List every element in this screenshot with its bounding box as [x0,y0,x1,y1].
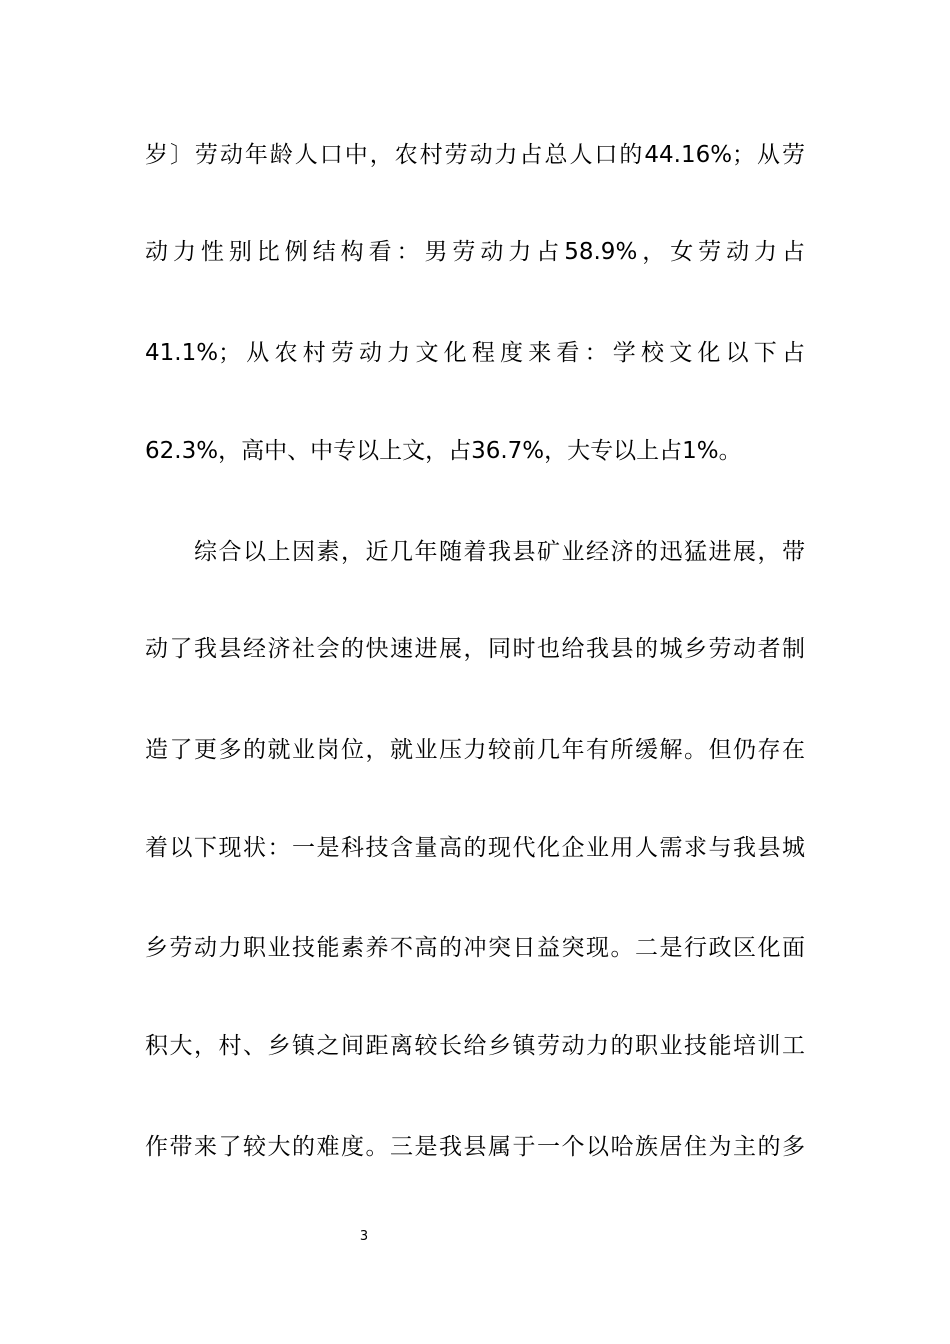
text-line: 综合以上因素，近几年随着我县矿业经济的迅猛进展，带 [194,539,805,565]
text-line: 动了我县经济社会的快速进展，同时也给我县的城乡劳动者制 [145,636,805,662]
text-line: 动力性别比例结构看：男劳动力占58.9%，女劳动力占 [145,239,805,265]
text-line: 41.1%；从农村劳动力文化程度来看：学校文化以下占 [145,340,805,366]
text-line: 乡劳动力职业技能素养不高的冲突日益突现。二是行政区化面 [145,935,805,961]
text-line: 作带来了较大的难度。三是我县属于一个以哈族居住为主的多 [145,1134,805,1160]
text-line: 造了更多的就业岗位，就业压力较前几年有所缓解。但仍存在 [145,737,805,763]
page-number: 3 [359,1229,369,1244]
text-line: 着以下现状：一是科技含量高的现代化企业用人需求与我县城 [145,835,805,861]
text-line: 62.3%，高中、中专以上文，占36.7%，大专以上占1%。 [145,438,742,464]
text-line: 积大，村、乡镇之间距离较长给乡镇劳动力的职业技能培训工 [145,1033,805,1059]
text-line: 岁〕劳动年龄人口中，农村劳动力占总人口的44.16%；从劳 [145,142,805,168]
